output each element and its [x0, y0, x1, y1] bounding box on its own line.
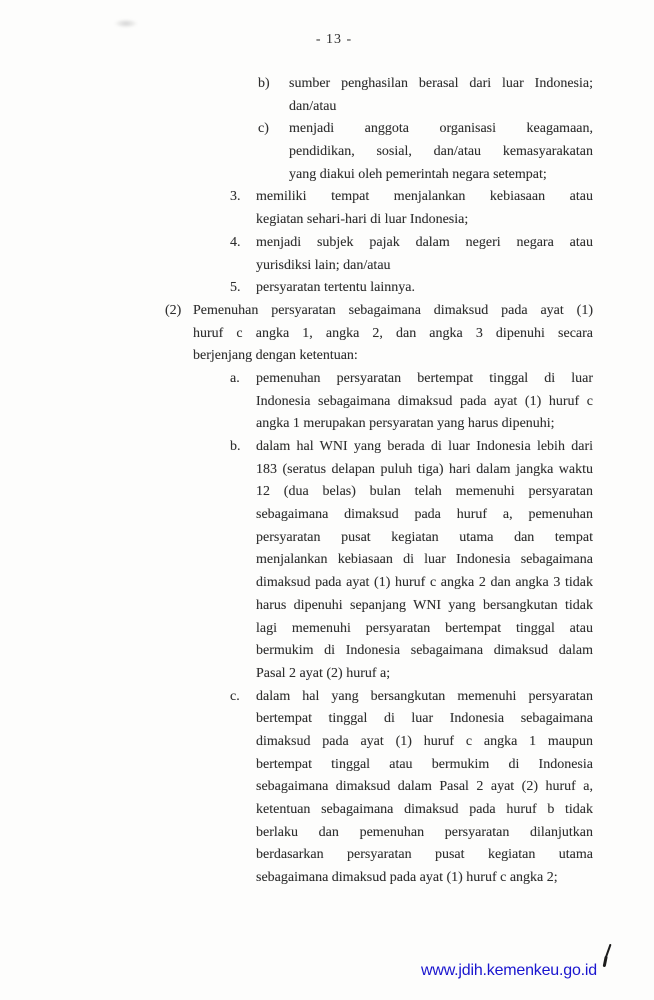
list-item — [0, 277, 654, 300]
text-line: Indonesia sebagaimana dimaksud pada ayat (1) huruf c — [256, 393, 593, 409]
text-line: berjenjang dengan ketentuan: — [193, 348, 358, 364]
list-item — [0, 436, 654, 686]
text-line: dalam hal WNI yang berada di luar Indonesia lebih dari — [256, 439, 593, 455]
text-line: sumber penghasilan berasal dari luar Indonesia; — [289, 76, 593, 91]
text-line: huruf c angka 1, angka 2, dan angka 3 dipenuhi secara — [193, 325, 593, 341]
list-marker: c) — [258, 121, 269, 137]
text-line: menjadi anggota organisasi keagamaan, — [289, 121, 593, 137]
text-line: dalam hal yang bersangkutan memenuhi persyaratan — [256, 688, 593, 704]
list-marker: 5. — [230, 280, 241, 296]
text-line: ketentuan sebagaimana dimaksud pada huruf b tidak — [256, 802, 593, 818]
text-line: yurisdiksi lain; dan/atau — [256, 257, 391, 273]
text-line: kegiatan sehari-hari di luar Indonesia; — [256, 212, 469, 228]
list-item — [0, 186, 654, 231]
text-line: Pasal 2 ayat (2) huruf a; — [256, 665, 391, 681]
text-line: angka 1 merupakan persyaratan yang harus dipenuhi; — [256, 416, 555, 432]
list-item — [0, 118, 654, 186]
list-item — [0, 73, 654, 118]
text-line: bermukim di Indonesia sebagaimana dimaksud dalam — [256, 643, 593, 659]
list-marker: b. — [230, 439, 241, 455]
text-line: persyaratan tertentu lainnya. — [256, 280, 415, 296]
text-line: berlaku dan pemenuhan persyaratan dilanjutkan — [256, 824, 593, 840]
document-body — [0, 73, 654, 890]
list-item — [0, 686, 654, 890]
text-line: lagi memenuhi persyaratan bertempat tinggal atau — [256, 620, 593, 636]
text-line: menjalankan kebiasaan di luar Indonesia sebagaimana — [256, 552, 593, 568]
text-line: 183 (seratus delapan puluh tiga) hari dalam jangka waktu — [256, 461, 593, 477]
list-marker: b) — [258, 76, 270, 91]
text-line: 12 (dua belas) bulan telah memenuhi persyaratan — [256, 484, 593, 500]
text-line: bertempat tinggal atau bermukim di Indonesia — [256, 756, 593, 772]
text-line: sebagaimana dimaksud dalam Pasal 2 ayat (2) huruf a, — [256, 779, 593, 795]
text-line: Pemenuhan persyaratan sebagaimana dimaksud pada ayat (1) — [193, 302, 593, 318]
list-item — [0, 300, 654, 368]
list-item — [0, 232, 654, 277]
text-line: pendidikan, sosial, dan/atau kemasyarakatan — [289, 144, 593, 160]
text-line: sebagaimana dimaksud pada huruf a, pemenuhan — [256, 507, 593, 523]
page-number: - 13 - — [315, 32, 353, 47]
list-marker: 3. — [230, 189, 241, 205]
list-marker: 4. — [230, 234, 241, 250]
list-marker: c. — [230, 688, 240, 704]
text-line: yang diakui oleh pemerintah negara setempat; — [289, 166, 547, 182]
text-line: persyaratan pusat kegiatan utama dan tempat — [256, 529, 593, 545]
footer-link[interactable]: www.jdih.kemenkeu.go.id — [421, 962, 597, 979]
text-line: harus dipenuhi sepanjang WNI yang bersangkutan tidak — [256, 597, 593, 613]
list-item — [0, 368, 654, 436]
text-line: pemenuhan persyaratan bertempat tinggal di luar — [256, 370, 593, 386]
text-line: berdasarkan persyaratan pusat kegiatan utama — [256, 847, 593, 863]
text-line: menjadi subjek pajak dalam negeri negara atau — [256, 234, 593, 250]
scan-smudge — [114, 19, 138, 28]
text-line: dimaksud pada ayat (1) huruf c angka 2 dan angka 3 tidak — [256, 575, 593, 591]
text-line: dimaksud pada ayat (1) huruf c angka 1 maupun — [256, 733, 593, 749]
text-line: memiliki tempat menjalankan kebiasaan atau — [256, 189, 593, 205]
text-line: bertempat tinggal di luar Indonesia sebagaimana — [256, 711, 593, 727]
pen-mark-icon — [599, 943, 613, 974]
text-line: dan/atau — [289, 98, 337, 114]
list-marker: a. — [230, 370, 240, 386]
text-line: sebagaimana dimaksud pada ayat (1) huruf c angka 2; — [256, 870, 558, 886]
list-marker: (2) — [165, 302, 182, 318]
